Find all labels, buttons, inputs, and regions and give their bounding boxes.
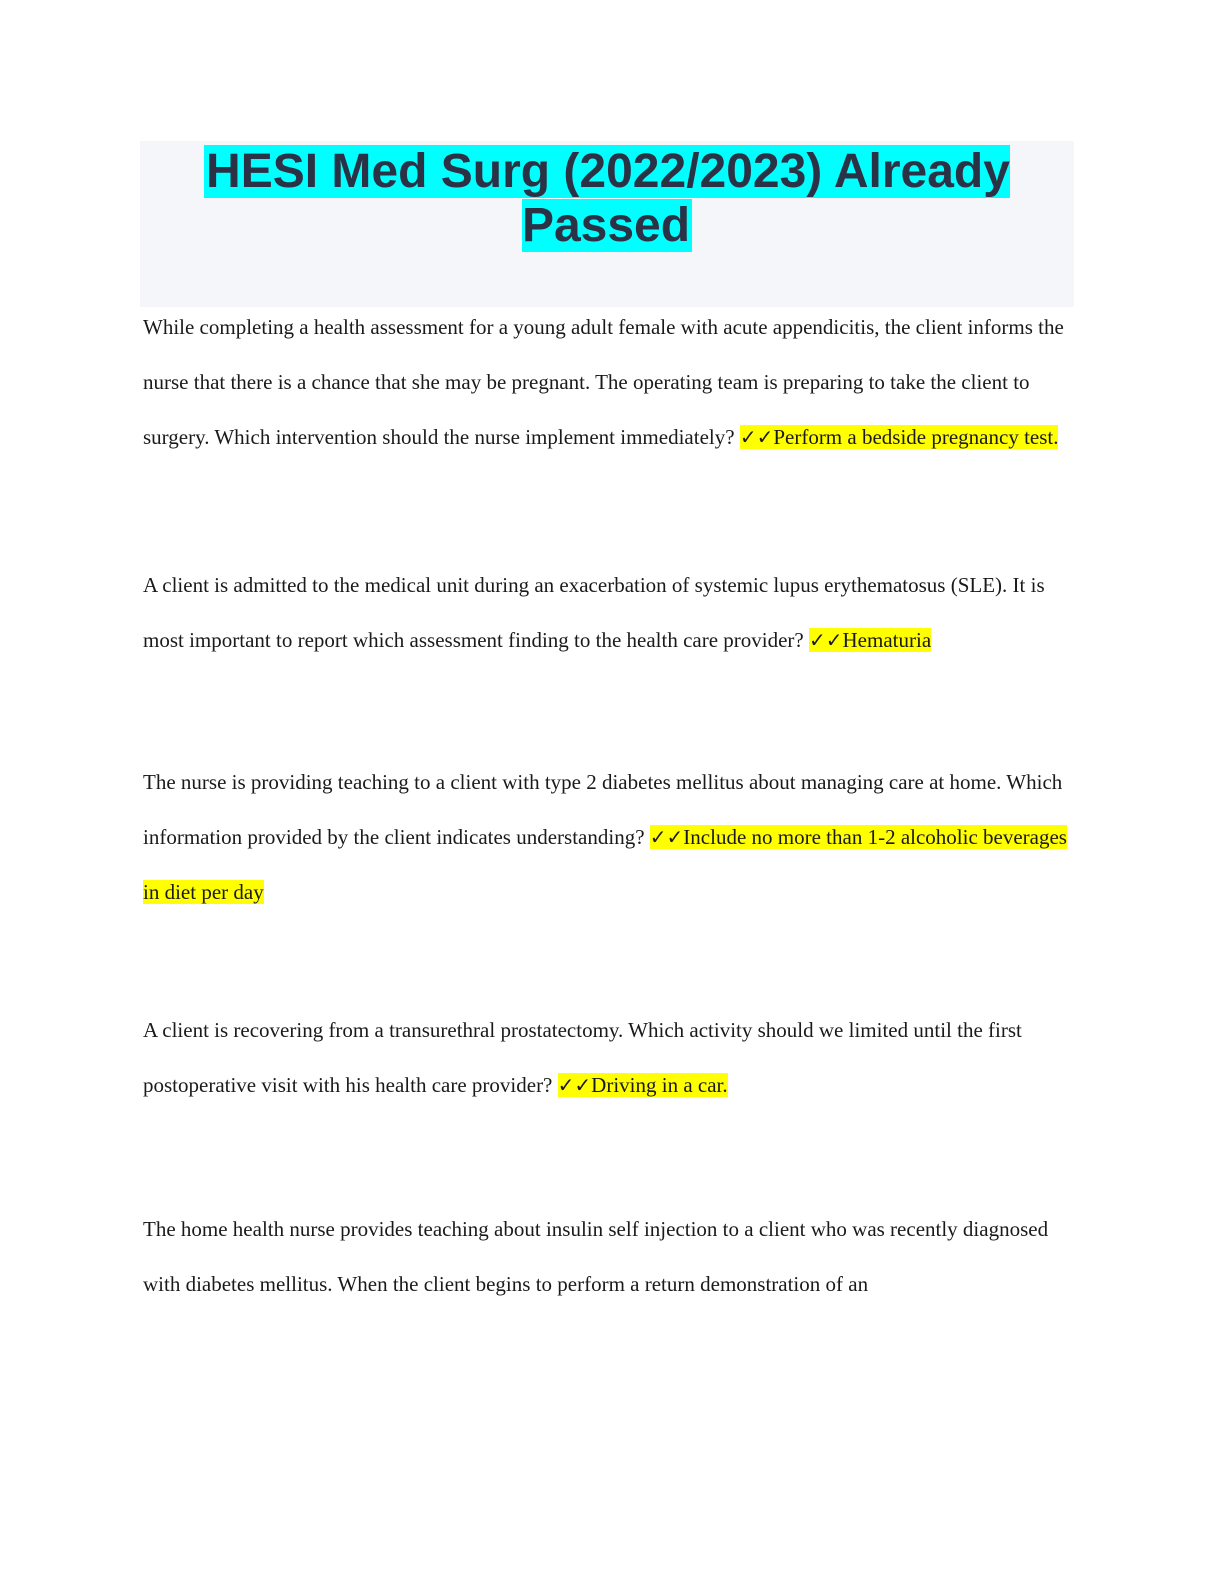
question-5 bbox=[143, 1202, 1073, 1312]
answer-1-text: Perform a bedside pregnancy test. bbox=[773, 425, 1059, 449]
title-highlight: HESI Med Surg (2022/2023) Already Passed bbox=[206, 145, 1010, 252]
answer-4 bbox=[558, 1073, 728, 1097]
answer-1 bbox=[740, 425, 1059, 449]
answer-2 bbox=[809, 628, 931, 652]
question-2-text: A client is admitted to the medical unit during an exacerbation of systemic lupus erythematosus (SLE). It is most important to report which assessment finding to the health care provider? bbox=[143, 573, 1045, 652]
check-mark-icon: ✓✓ bbox=[557, 1073, 592, 1097]
answer-3-text: Include no more than 1-2 alcoholic beverages in diet per day bbox=[143, 825, 1067, 904]
answer-4-text: Driving in a car. bbox=[591, 1073, 728, 1097]
question-5-text: The home health nurse provides teaching about insulin self injection to a client who was recently diagnosed with diabetes mellitus. When the client begins to perform a return demonstration of an bbox=[143, 1217, 1049, 1296]
question-4-text: A client is recovering from a transurethral prostatectomy. Which activity should we limited until the first postoperative visit with his health care provider? bbox=[143, 1018, 1022, 1097]
question-list bbox=[143, 300, 1073, 1312]
question-3 bbox=[143, 755, 1073, 920]
check-mark-icon: ✓✓ bbox=[809, 628, 843, 652]
question-3-text: The nurse is providing teaching to a client with type 2 diabetes mellitus about managing care at home. Which information provided by the client indicates understanding? bbox=[143, 770, 1063, 849]
question-2 bbox=[143, 558, 1073, 668]
question-1 bbox=[143, 300, 1073, 465]
title-banner bbox=[140, 141, 1074, 307]
check-mark-icon: ✓✓ bbox=[649, 825, 684, 849]
question-4 bbox=[143, 1003, 1073, 1113]
answer-2-text: Hematuria bbox=[842, 628, 932, 652]
check-mark-icon: ✓✓ bbox=[739, 425, 774, 449]
document-title bbox=[140, 141, 1074, 253]
question-1-text: While completing a health assessment for a young adult female with acute appendicitis, the client informs the nurse that there is a chance that she may be pregnant. The operating team is preparing to take the client to surgery. Which intervention should the nurse implement immediately? bbox=[143, 315, 1064, 449]
